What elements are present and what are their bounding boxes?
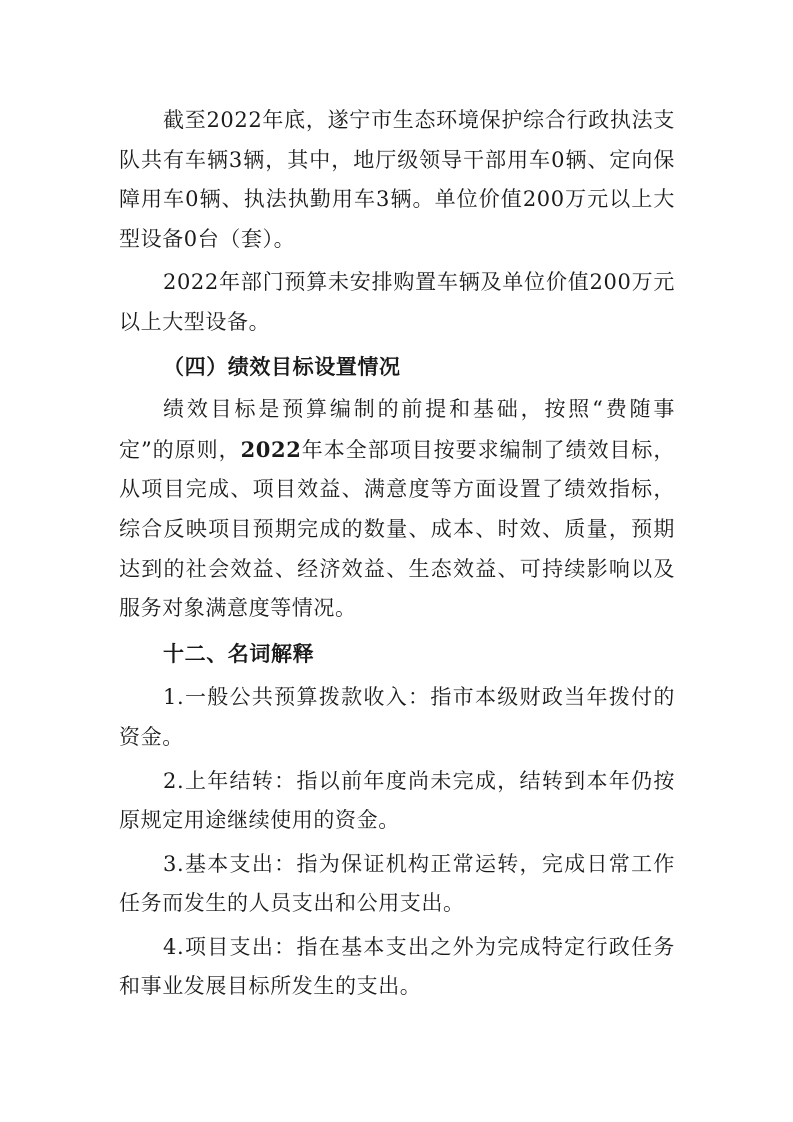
paragraph-vehicles: 截至2022年底，遂宁市生态环境保护综合行政执法支队共有车辆3辆，其中，地厅级领导干部用车0辆、定向保障用车0辆、执法执勤用车3辆。单位价值200万元以上大型设备0台（套）。 [119,108,675,251]
paragraph-budget-purchase: 2022年部门预算未安排购置车辆及单位价值200万元以上大型设备。 [119,270,675,334]
term-item: 4.项目支出：指在基本支出之外为完成特定行政任务和事业发展目标所发生的支出。 [119,934,675,999]
performance-goals-text-part2: 年本全部项目按要求编制了绩效目标，从项目完成、项目效益、满意度等方面设置了绩效指标，综合反映项目预期完成的数量、成本、时效、质量，预期达到的社会效益、经济效益、生态效益、可持续影响以及服务对象满意度等情况。 [119,437,675,621]
paragraph-performance-goals [119,390,675,629]
term-item: 3.基本支出：指为保证机构正常运转，完成日常工作任务而发生的人员支出和公用支出。 [119,851,675,916]
term-item: 2.上年结转：指以前年度尚未完成，结转到本年仍按原规定用途继续使用的资金。 [119,768,675,833]
term-item: 1.一般公共预算拨款收入：指市本级财政当年拨付的资金。 [119,685,675,749]
section-four-title: （四）绩效目标设置情况 [163,353,401,379]
document-body [119,101,675,1007]
performance-goals-text-part1: 绩效目标是预算编制的前提和基础，按照“费随事定”的原则， [119,397,675,462]
performance-goals-year: 2022 [240,436,302,462]
section-twelve-title: 十二、名词解释 [163,641,315,666]
